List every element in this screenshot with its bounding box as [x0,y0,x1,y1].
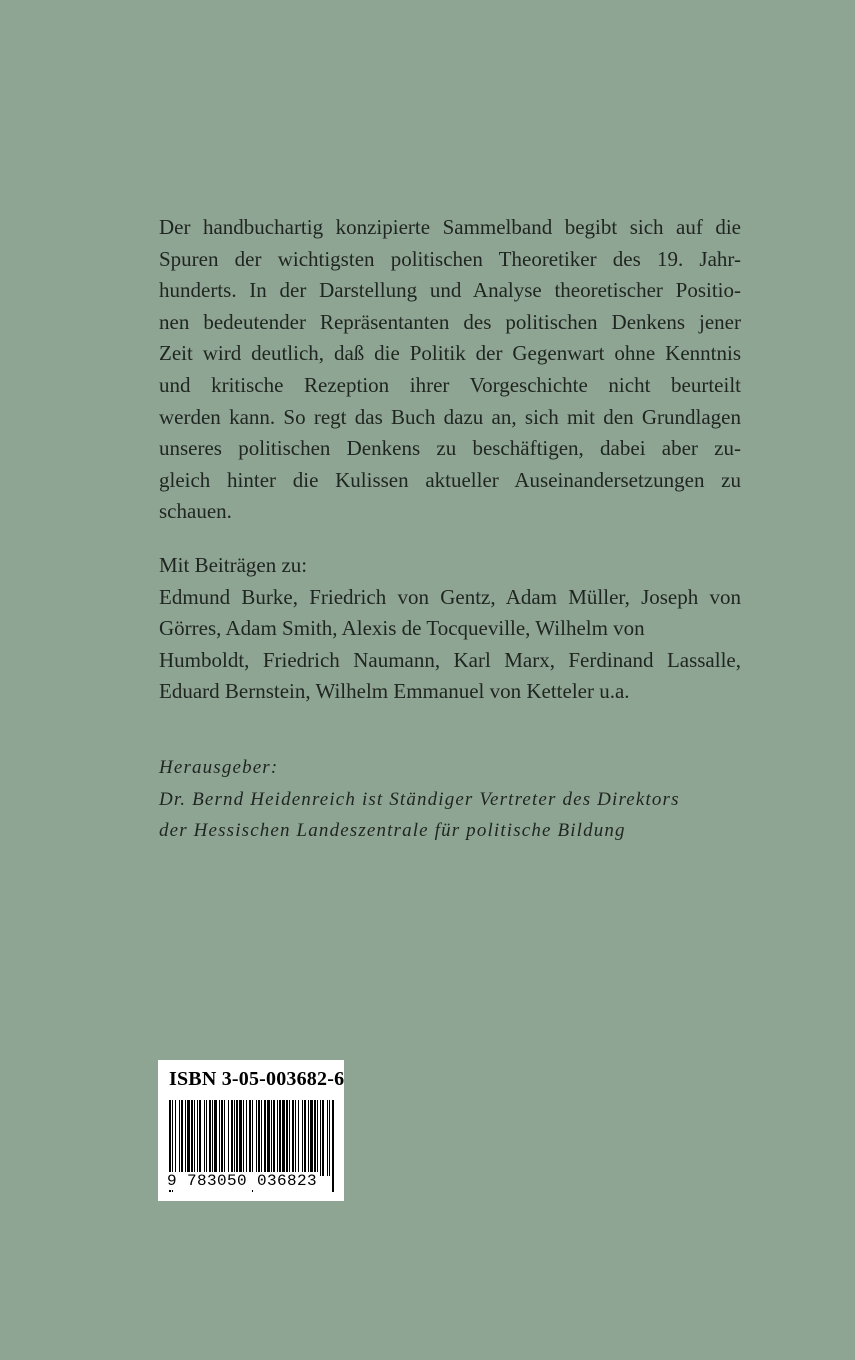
blurb-text [159,212,741,708]
barcode-bar [264,1100,266,1176]
barcode-bar [249,1100,251,1176]
barcode-bar [302,1100,303,1176]
barcode-bar [289,1100,290,1176]
barcode-bar [197,1100,198,1176]
blurb-line: gleich hinter die Kulissen aktueller Auseinandersetzungen zu [159,467,741,492]
barcode-bar [322,1100,324,1176]
barcode-bar [219,1100,220,1176]
barcode-bar [317,1100,318,1176]
editor-info [159,752,719,847]
barcode-bar [239,1100,242,1176]
barcode-bar [279,1100,281,1176]
barcode-bar [212,1100,213,1176]
barcode-bar [273,1100,275,1176]
barcode-bar [320,1100,321,1176]
barcode-bar [179,1100,180,1176]
blurb-line: Zeit wird deutlich, daß die Politik der Gegenwart ohne Kenntnis [159,341,741,366]
barcode-bar [298,1100,299,1176]
blurb-line: nen bedeutender Repräsentanten des politischen Denkens jener [159,309,741,334]
isbn-number: ISBN 3-05-003682-6 [169,1068,345,1090]
editor-label: Herausgeber: [159,757,279,778]
barcode-bar [234,1100,235,1176]
barcode-bar [194,1100,195,1176]
barcode-bar [329,1100,330,1176]
barcode-bar [175,1100,176,1176]
barcode-digits [166,1172,318,1190]
barcode-bar [199,1100,201,1176]
barcode-bar [187,1100,190,1176]
barcode-bar [256,1100,257,1176]
barcode-bar [271,1100,272,1176]
barcode-bar [224,1100,225,1176]
blurb-line: unseres politischen Denkens zu beschäftigen, dabei aber zu- [159,436,741,461]
blurb-line: Spuren der wichtigsten politischen Theoretiker des 19. Jahr- [159,246,741,271]
editor-line: Dr. Bernd Heidenreich ist Ständiger Vertreter des Direktors [159,788,680,810]
blurb-line: hunderts. In der Darstellung und Analyse theoretischer Positio- [159,278,741,303]
contributors-line: Eduard Bernstein, Wilhelm Emmanuel von Ketteler u.a. [159,679,630,704]
barcode-bar [267,1100,270,1176]
barcode-bar [304,1100,306,1176]
barcode-bar [282,1100,285,1176]
barcode-bar [221,1100,223,1176]
barcode-bar [191,1100,193,1176]
barcode-bar [314,1100,316,1176]
blurb-line: und kritische Rezeption ihrer Vorgeschichte nicht beurteilt [159,372,741,397]
isbn-barcode-label [158,1060,344,1201]
blurb-line: Der handbuchartig konzipierte Sammelband begibt sich auf die [159,215,741,239]
barcode-bar [185,1100,186,1176]
barcode-bar [332,1100,334,1192]
contributors-heading: Mit Beiträgen zu: [159,552,308,577]
barcode-bar [243,1100,244,1176]
blurb-line: schauen. [159,499,232,524]
barcode-bar [295,1100,296,1176]
barcode-bar [231,1100,233,1176]
barcode-bar [228,1100,229,1176]
barcode-bar [277,1100,278,1176]
paragraph-gap [159,528,741,550]
barcode-bar [214,1100,217,1176]
barcode-bar [181,1100,183,1176]
barcode-bar [327,1100,328,1176]
contributors-line: Humboldt, Friedrich Naumann, Karl Marx, Ferdinand Lassalle, [159,647,741,672]
barcode-bar [286,1100,288,1176]
barcode-bar [204,1100,205,1176]
editor-line: der Hessischen Landeszentrale für politische Bildung [159,820,626,841]
barcode-bar [292,1100,294,1176]
barcode-bar [261,1100,262,1176]
barcode-bar [308,1100,309,1176]
barcode-bar [310,1100,313,1176]
barcode-bar [209,1100,211,1176]
contributors-line: Edmund Burke, Friedrich von Gentz, Adam Müller, Joseph von [159,584,741,609]
contributors-line: Görres, Adam Smith, Alexis de Tocqueville, Wilhelm von [159,616,645,641]
barcode-bar [246,1100,247,1176]
barcode-digits-text: 9 783050 036823 [167,1172,318,1190]
blurb-line: werden kann. So regt das Buch dazu an, sich mit den Grundlagen [159,404,741,429]
barcode-bar [206,1100,207,1176]
barcode-bar [258,1100,260,1176]
barcode-bar [236,1100,238,1176]
